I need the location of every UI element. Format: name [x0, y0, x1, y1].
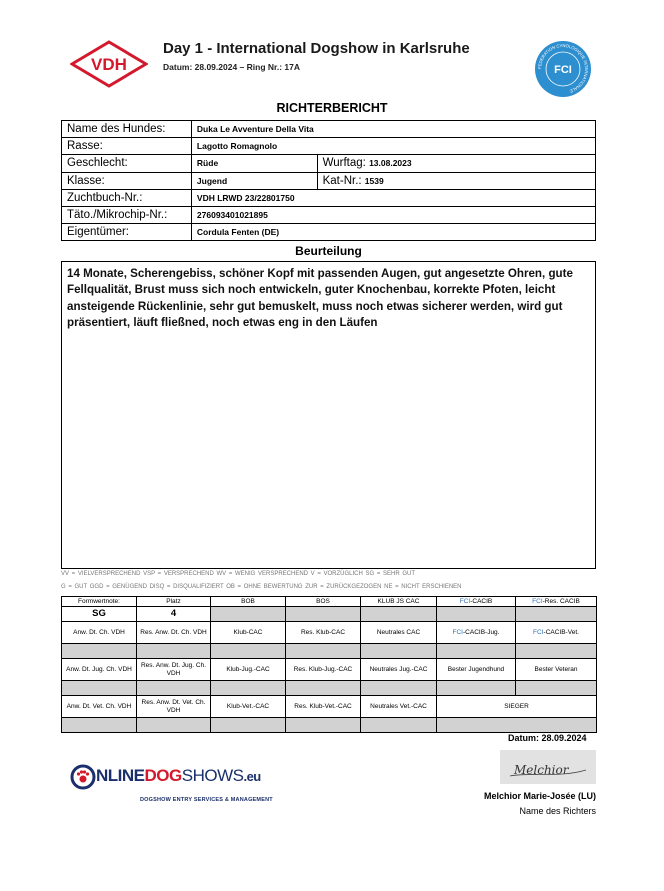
dog-info-table	[61, 120, 596, 241]
empty-cell	[211, 681, 286, 696]
page-title: Day 1 - International Dogshow in Karlsruhe	[163, 40, 470, 57]
empty-cell	[62, 681, 137, 696]
dog-chip: 276093401021895	[191, 206, 595, 223]
award-label: Res. Anw. Dt. Ch. VDH	[137, 622, 211, 644]
award-label: Bester Jugendhund	[437, 659, 516, 681]
table-row	[62, 622, 597, 644]
cat-number: 1539	[364, 175, 384, 186]
dog-breed: Lagotto Romagnolo	[191, 138, 595, 155]
dog-sex: Rüde	[191, 155, 317, 172]
dog-studbook: VDH LRWD 23/22801750	[191, 189, 595, 206]
award-label: Res. Anw. Dt. Jug. Ch. VDH	[137, 659, 211, 681]
brand-shows: SHOWS	[181, 766, 244, 786]
judge-label: Name des Richters	[519, 806, 596, 816]
award-label: Klub-Vet.-CAC	[211, 696, 286, 718]
owner-label: Eigentümer:	[62, 224, 192, 241]
empty-cell	[62, 644, 137, 659]
empty-cell	[137, 644, 211, 659]
award-label: Neutrales Vet.-CAC	[361, 696, 437, 718]
judge-name: Melchior Marie-Josée (LU)	[483, 791, 596, 801]
award-label: Res. Anw. Dt. Vet. Ch. VDH	[137, 696, 211, 718]
legend-line-1: VV = VIELVERSPRECHEND VSP = VERSPRECHEND WV = WENIG VERSPRECHEND V = VORZÜGLICH SG = SEHR GUT	[61, 571, 416, 577]
legend-line-2: G = GUT GGD = GENÜGEND DISQ = DISQUALIFIZIERT OB = OHNE BEWERTUNG ZUR = ZURÜCKGEZOGEN NE = NICHT ERSCHIENEN	[61, 584, 462, 590]
place-value: 4	[137, 607, 211, 622]
empty-cell	[361, 681, 437, 696]
empty-cell	[437, 607, 516, 622]
award-label: Anw. Dt. Vet. Ch. VDH	[62, 696, 137, 718]
table-row	[62, 224, 596, 241]
empty-cell	[437, 681, 516, 696]
award-label: Klub-Jug.-CAC	[211, 659, 286, 681]
table-row	[62, 189, 596, 206]
class-label: Klasse:	[62, 172, 192, 189]
studbook-label: Zuchtbuch-Nr.:	[62, 189, 192, 206]
award-label	[437, 622, 516, 644]
litter-cell	[317, 155, 595, 172]
paw-o-icon	[70, 764, 96, 790]
vdh-logo-text: VDH	[91, 55, 127, 74]
report-title: RICHTERBERICHT	[276, 101, 388, 115]
award-label: SIEGER	[437, 696, 597, 718]
table-row	[62, 681, 597, 696]
table-row	[62, 696, 597, 718]
grade-value: SG	[62, 607, 137, 622]
place-header: Platz	[137, 597, 211, 607]
fci-logo-text: FCI	[554, 64, 572, 76]
cat-label: Kat-Nr.:	[322, 174, 362, 187]
empty-cell	[62, 718, 137, 733]
sex-label: Geschlecht:	[62, 155, 192, 172]
table-row	[62, 597, 597, 607]
klub-js-cac-header: KLUB JS CAC	[361, 597, 437, 607]
name-label: Name des Hundes:	[62, 121, 192, 138]
empty-cell	[286, 718, 361, 733]
evaluation-text: 14 Monate, Scherengebiss, schöner Kopf mit passenden Augen, gut angesetzte Ohren, gute Fellqualität, Brust muss sich noch entwickeln, guter Knochenbau, korrekte Pfoten, leicht ansteigende Rückenlinie, sehr gut bemuskelt, muss noch etwas sicherer werden, wird gut präsentiert, läuft fließned, noch etwas eng in den Läufen	[67, 267, 573, 329]
grade-header: Formwertnote:	[62, 597, 137, 607]
award-label: Res. Klub-Jug.-CAC	[286, 659, 361, 681]
onlinedogshows-logo	[70, 764, 261, 790]
award-label: Anw. Dt. Ch. VDH	[62, 622, 137, 644]
dog-class: Jugend	[191, 172, 317, 189]
brand-tld: .eu	[243, 769, 261, 785]
show-date-ring: Datum: 28.09.2024 – Ring Nr.: 17A	[163, 62, 301, 72]
dog-name: Duka Le Avventure Della Vita	[191, 121, 595, 138]
fci-prefix: FCI	[533, 628, 544, 636]
evaluation-heading: Beurteilung	[295, 244, 362, 258]
res-cacib-suffix: -Res. CACIB	[542, 597, 580, 605]
award-label: Bester Veteran	[516, 659, 597, 681]
fci-prefix: FCI	[459, 597, 471, 605]
award-label: Neutrales CAC	[361, 622, 437, 644]
judge-signature	[500, 750, 596, 784]
brand-tagline: DOGSHOW ENTRY SERVICES & MANAGEMENT	[140, 797, 273, 803]
footer-date: Datum: 28.09.2024	[508, 733, 587, 743]
brand-dog: DOG	[144, 766, 182, 786]
empty-cell	[361, 607, 437, 622]
award-label: Res. Klub-Vet.-CAC	[286, 696, 361, 718]
litter-label: Wurftag:	[322, 157, 366, 170]
results-table	[61, 596, 597, 733]
table-row	[62, 206, 596, 223]
award-label: Neutrales Jug.-CAC	[361, 659, 437, 681]
table-row	[62, 659, 597, 681]
empty-cell	[516, 644, 597, 659]
empty-cell	[516, 681, 597, 696]
table-row	[62, 172, 596, 189]
brand-online: NLINE	[96, 766, 145, 786]
empty-cell	[211, 607, 286, 622]
empty-cell	[361, 644, 437, 659]
cacib-header	[437, 597, 516, 607]
empty-cell	[516, 607, 597, 622]
empty-cell	[286, 681, 361, 696]
empty-cell	[137, 681, 211, 696]
table-row	[62, 121, 596, 138]
bob-header: BOB	[211, 597, 286, 607]
breed-label: Rasse:	[62, 138, 192, 155]
fci-prefix: FCI	[532, 597, 543, 605]
cat-cell	[317, 172, 595, 189]
empty-cell	[437, 718, 597, 733]
cacib-jug-suffix: -CACIB-Jug.	[463, 628, 500, 636]
litter-date: 13.08.2023	[369, 158, 412, 169]
table-row	[62, 718, 597, 733]
award-label: Res. Klub-CAC	[286, 622, 361, 644]
empty-cell	[137, 718, 211, 733]
chip-label: Täto./Mikrochip-Nr.:	[62, 206, 192, 223]
vdh-logo	[70, 40, 148, 88]
empty-cell	[361, 718, 437, 733]
signature-text: Melchior	[514, 763, 569, 777]
empty-cell	[437, 644, 516, 659]
cacib-vet-suffix: -CACIB-Vet.	[543, 628, 579, 636]
fci-logo	[534, 40, 592, 98]
award-label: Anw. Dt. Jug. Ch. VDH	[62, 659, 137, 681]
award-label: Klub-CAC	[211, 622, 286, 644]
table-row	[62, 155, 596, 172]
dog-owner: Cordula Fenten (DE)	[191, 224, 595, 241]
table-row	[62, 138, 596, 155]
res-cacib-header	[516, 597, 597, 607]
empty-cell	[286, 607, 361, 622]
fci-ring-text: FEDERATION CYNOLOGIQUE INTERNATIONALE	[536, 42, 590, 94]
empty-cell	[211, 644, 286, 659]
empty-cell	[211, 718, 286, 733]
bos-header: BOS	[286, 597, 361, 607]
empty-cell	[286, 644, 361, 659]
award-label	[516, 622, 597, 644]
table-row	[62, 644, 597, 659]
table-row	[62, 607, 597, 622]
fci-prefix: FCI	[452, 628, 463, 636]
cacib-suffix: -CACIB	[470, 597, 493, 605]
